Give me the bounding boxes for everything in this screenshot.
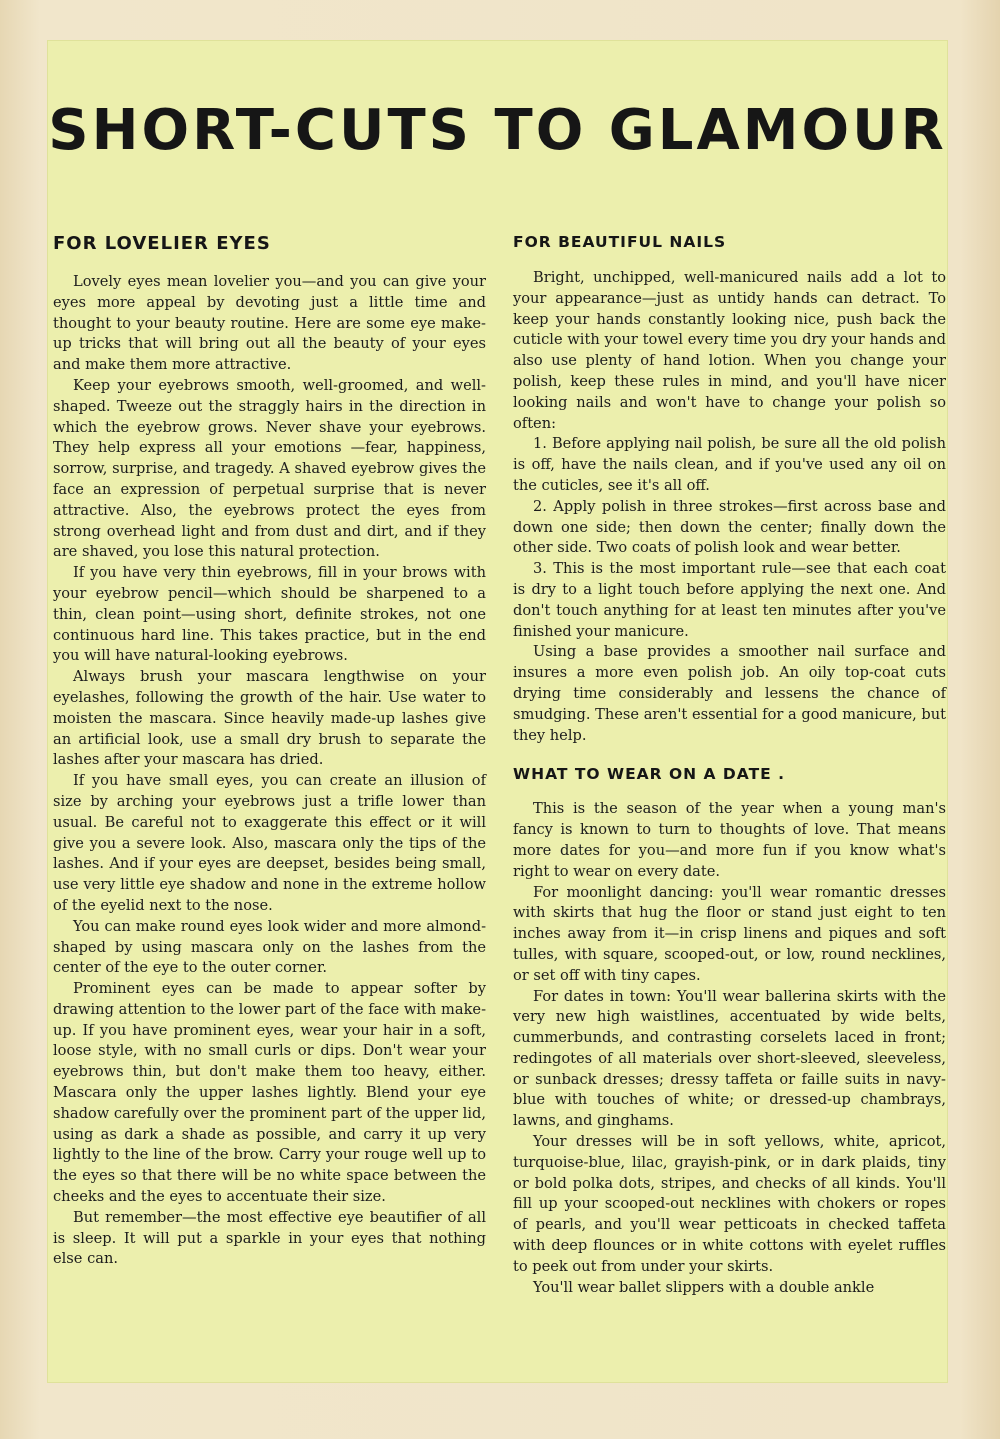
nails-paragraph: 3. This is the most important rule—see that each coat is dry to a light touch before applying the next one. And don't touch anything for at least ten minutes after you've finished your manicure. — [513, 560, 946, 640]
page-title: SHORT-CUTS TO GLAMOUR — [48, 98, 947, 163]
date-paragraph: For dates in town: You'll wear ballerina skirts with the very new high waistlines, accentuated by wide belts, cummerbunds, and contrasting corselets laced in front; redingotes of all materials over short-sleeved, sleeveless, or sunback dresses; dressy taffeta or faille suits in navy-blue with touches of white; or dressed-up chambrays, lawns, and ginghams. — [513, 987, 946, 1130]
section-heading-eyes: FOR LOVELIER EYES — [53, 233, 271, 254]
section-heading-date: WHAT TO WEAR ON A DATE . — [513, 765, 786, 784]
nails-paragraph: 2. Apply polish in three strokes—first across base and down one side; then down the center; finally down the other side. Two coats of polish look and wear better. — [513, 497, 946, 557]
eyes-paragraph: Keep your eyebrows smooth, well-groomed, and well-shaped. Tweeze out the straggly hairs in the direction in which the eyebrow grows. Never shave your eyebrows. They help express all your emotions —fear, happiness, sorrow, surprise, and tragedy. A shaved eyebrow gives the face an expression of perpetual surprise that is never attractive. Also, the eyebrows protect the eyes from strong overhead light and from dust and dirt, and if they are shaved, you lose this natural protection. — [53, 376, 486, 561]
eyes-paragraph: If you have small eyes, you can create an illusion of size by arching your eyebrows just a trifle lower than usual. Be careful not to exaggerate this effect or it will give you a severe look. Also, mascara only the tips of the lashes. And if your eyes are deepset, besides being small, use very little eye shadow and none in the extreme hollow of the eyelid next to the nose. — [53, 772, 486, 914]
right-column — [513, 230, 946, 1298]
date-paragraph: This is the season of the year when a young man's fancy is known to turn to thoughts of love. That means more dates for you—and more fun if you know what's right to wear on every date. — [513, 800, 946, 880]
eyes-paragraph: You can make round eyes look wider and more almond-shaped by using mascara only on the lashes from the center of the eye to the outer corner. — [53, 917, 486, 977]
section-heading-nails: FOR BEAUTIFUL NAILS — [513, 233, 727, 251]
nails-paragraph: Using a base provides a smoother nail surface and insures a more even polish job. An oily top-coat cuts drying time considerably and lessens the chance of smudging. These aren't essential for a good manicure, but they help. — [513, 643, 946, 744]
eyes-paragraph: Always brush your mascara lengthwise on your eyelashes, following the growth of the hair. Use water to moisten the mascara. Since heavily made-up lashes give an artificial look, use a small dry brush to separate the lashes after your mascara has dried. — [53, 668, 486, 769]
eyes-paragraph: If you have very thin eyebrows, fill in your brows with your eyebrow pencil—which should be sharpened to a thin, clean point—using short, definite strokes, not one continuous hard line. This takes practice, but in the end you will have natural-looking eyebrows. — [53, 564, 486, 665]
nails-paragraph: 1. Before applying nail polish, be sure all the old polish is off, have the nails clean, and if you've used any oil on the cuticles, see it's all off. — [513, 435, 946, 494]
left-column — [53, 230, 486, 1270]
date-paragraph: For moonlight dancing: you'll wear romantic dresses with skirts that hug the floor or stand just eight to ten inches away from it—in crisp linens and piques and soft tulles, with square, scooped-out, or low, round necklines, or set off with tiny capes. — [513, 883, 946, 984]
eyes-paragraph: But remember—the most effective eye beautifier of all is sleep. It will put a sparkle in your eyes that nothing else can. — [53, 1208, 486, 1268]
date-paragraph: You'll wear ballet slippers with a double ankle — [533, 1278, 875, 1296]
date-paragraph: Your dresses will be in soft yellows, white, apricot, turquoise-blue, lilac, grayish-pink, or in dark plaids, tiny or bold polka dots, stripes, and checks of all kinds. You'll fill up your scooped-out necklines with chokers or ropes of pearls, and you'll wear petticoats in checked taffeta with deep flounces or in white cottons with eyelet ruffles to peek out from under your skirts. — [513, 1133, 946, 1275]
eyes-paragraph: Prominent eyes can be made to appear softer by drawing attention to the lower part of the face with make-up. If you have prominent eyes, wear your hair in a soft, loose style, with no small curls or dips. Don't wear your eyebrows thin, but don't make them too heavy, either. Mascara only the upper lashes lightly. Blend your eye shadow carefully over the prominent part of the upper lid, using as dark a shade as possible, and carry it up very lightly to the line of the brow. Carry your rouge well up to the eyes so that there will be no white space between the cheeks and the eyes to accentuate their size. — [53, 980, 486, 1206]
nails-paragraph: Bright, unchipped, well-manicured nails add a lot to your appearance—just as untidy hands can detract. To keep your hands constantly looking nice, push back the cuticle with your towel every time you dry your hands and also use plenty of hand lotion. When you change your polish, keep these rules in mind, and you'll have nicer looking nails and won't have to change your polish so often: — [513, 269, 946, 432]
eyes-paragraph: Lovely eyes mean lovelier you—and you can give your eyes more appeal by devoting just a little time and thought to your beauty routine. Here are some eye make-up tricks that will bring out all the beauty of your eyes and make them more attractive. — [53, 273, 486, 374]
